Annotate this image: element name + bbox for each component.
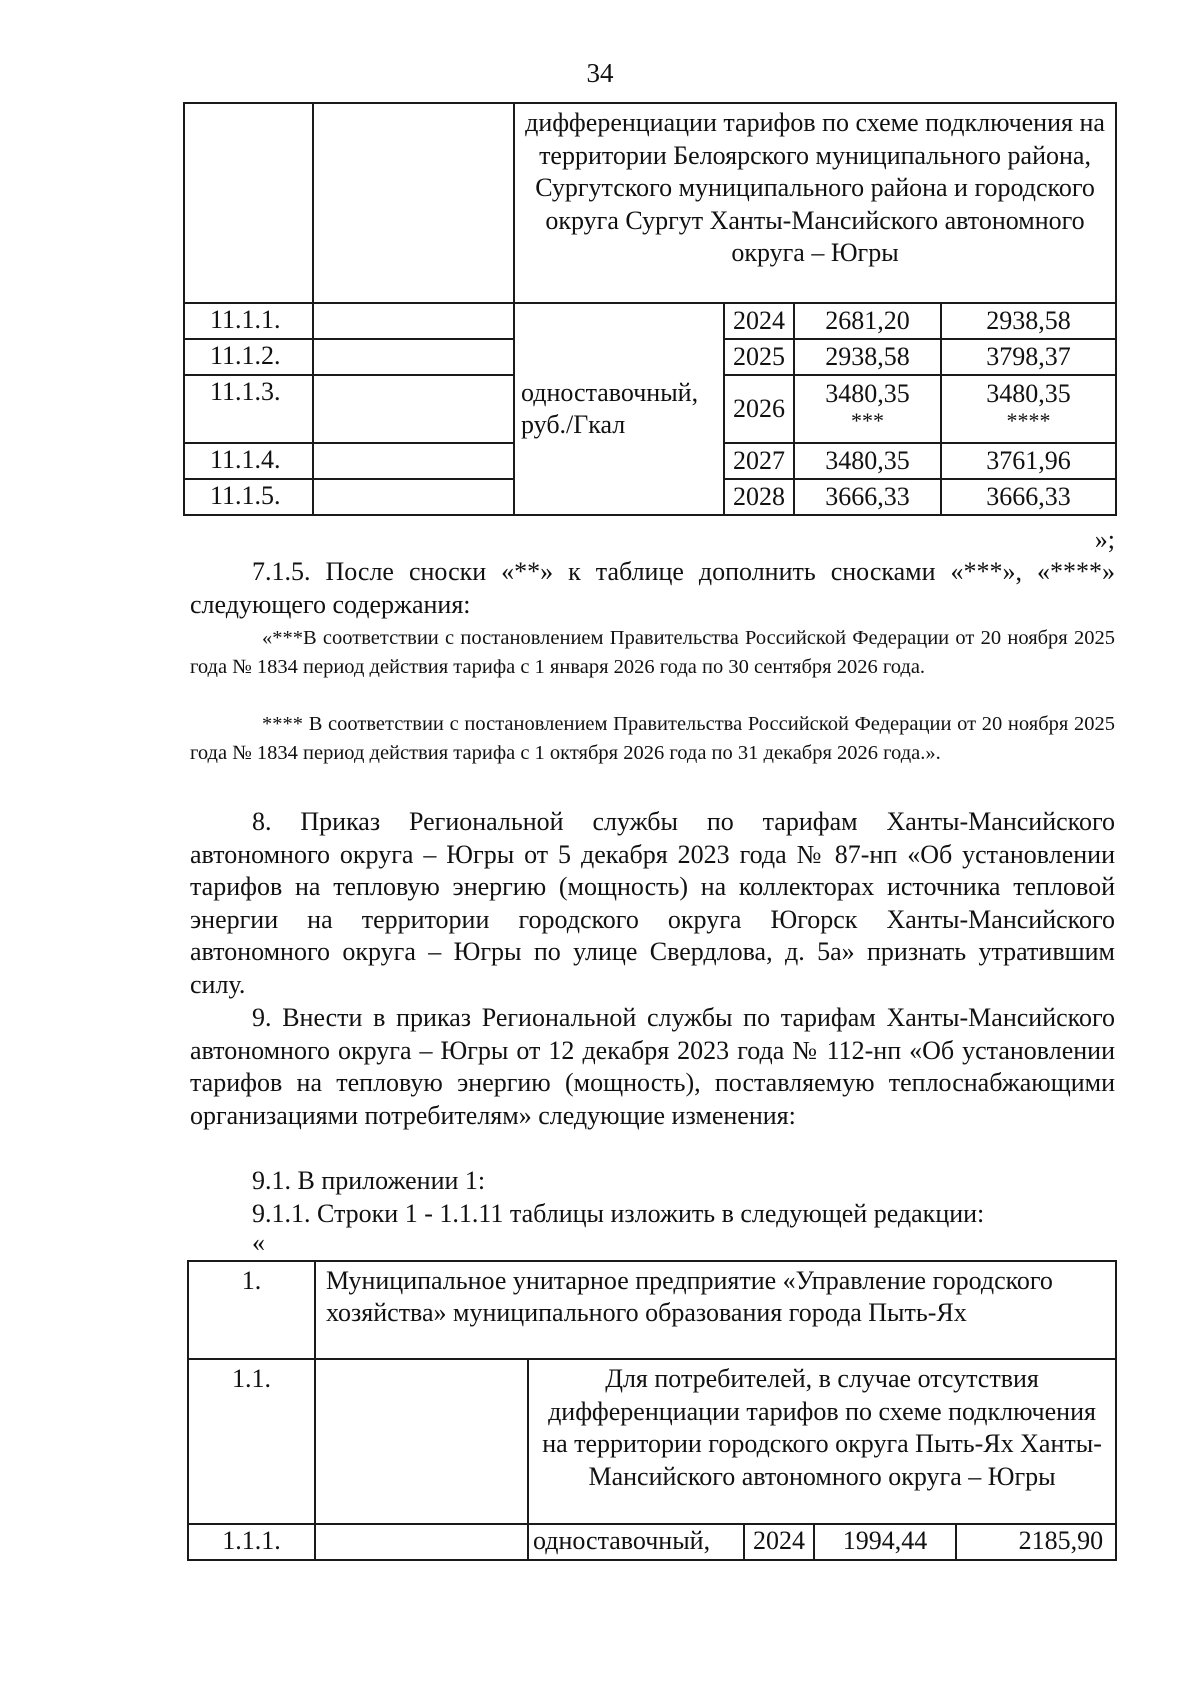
row-number: 11.1.1. bbox=[184, 303, 313, 339]
year-cell: 2027 bbox=[724, 443, 794, 479]
value-2-cell bbox=[941, 375, 1116, 443]
footnote-3 bbox=[190, 624, 1115, 682]
year-cell: 2025 bbox=[724, 339, 794, 375]
value-1-cell: 2681,20 bbox=[794, 303, 941, 339]
tariff-table-new bbox=[187, 1260, 1117, 1561]
footnote-4 bbox=[190, 710, 1115, 768]
consumer-description: Для потребителей, в случае отсутствия дифференциации тарифов по схеме подключения на территории городского округа Пыть-Ях Ханты-Мансийского автономного округа – Югры bbox=[528, 1359, 1116, 1524]
year-cell: 2024 bbox=[724, 303, 794, 339]
footnote-4-text: **** В соответствии с постановлением Правительства Российской Федерации от 20 ноября 2025 года № 1834 период действия тарифа с 1 октября 2026 года по 31 декабря 2026 года.». bbox=[190, 713, 1115, 764]
value: 3480,35 bbox=[825, 379, 910, 408]
empty-cell bbox=[313, 303, 514, 339]
row-number: 1. bbox=[188, 1261, 315, 1359]
paragraph-8: 8. Приказ Региональной службы по тарифам Ханты-Мансийского автономного округа – Югры от 5 декабря 2023 года № 87-нп «Об установлении тарифов на тепловую энергию (мощность) на коллекторах источника тепловой энергии на территории городского округа Югорск Ханты-Мансийского автономного округа – Югры по улице Свердлова, д. 5а» признать утратившим силу. bbox=[190, 807, 1115, 999]
empty-cell bbox=[313, 103, 514, 303]
row-number: 11.1.5. bbox=[184, 479, 313, 515]
paragraph-7-1-5: 7.1.5. После сноски «**» к таблице дополнить сносками «***», «****» следующего содержания: bbox=[190, 557, 1115, 619]
value-2-cell: 2185,90 bbox=[956, 1524, 1116, 1560]
value-1-cell: 3666,33 bbox=[794, 479, 941, 515]
row-number: 1.1. bbox=[188, 1359, 315, 1524]
table-row bbox=[184, 303, 1116, 339]
row-number: 1.1.1. bbox=[188, 1524, 315, 1560]
row-number: 11.1.3. bbox=[184, 375, 313, 443]
empty-cell bbox=[313, 339, 514, 375]
tariff-type: одноставочный, руб./Гкал bbox=[514, 303, 724, 515]
paragraph-9-1: 9.1. В приложении 1: bbox=[252, 1166, 486, 1195]
value-1-cell: 3480,35 bbox=[794, 443, 941, 479]
empty-cell bbox=[313, 375, 514, 443]
closing-quote: »; bbox=[1094, 525, 1115, 554]
year-cell: 2028 bbox=[724, 479, 794, 515]
value-2-cell: 2938,58 bbox=[941, 303, 1116, 339]
organization-name: Муниципальное унитарное предприятие «Управление городского хозяйства» муниципального образования города Пыть-Ях bbox=[315, 1261, 1116, 1359]
tariff-type: одноставочный, bbox=[528, 1524, 744, 1560]
opening-quote: « bbox=[252, 1228, 265, 1257]
row-number: 11.1.4. bbox=[184, 443, 313, 479]
paragraph-9-1-1: 9.1.1. Строки 1 - 1.1.11 таблицы изложить в следующей редакции: bbox=[252, 1199, 985, 1228]
row-number: 11.1.2. bbox=[184, 339, 313, 375]
year-cell: 2024 bbox=[744, 1524, 814, 1560]
value-2-cell: 3798,37 bbox=[941, 339, 1116, 375]
tariff-table-continued bbox=[183, 102, 1117, 516]
footnote-mark: **** bbox=[1006, 408, 1051, 433]
empty-cell bbox=[313, 479, 514, 515]
empty-cell bbox=[315, 1524, 528, 1560]
value-2-cell: 3666,33 bbox=[941, 479, 1116, 515]
empty-cell bbox=[313, 443, 514, 479]
paragraph-9: 9. Внести в приказ Региональной службы по тарифам Ханты-Мансийского автономного округа – Югры от 12 декабря 2023 года № 112-нп «Об установлении тарифов на тепловую энергию (мощность), поставляемую теплоснабжающими организациями потребителям» следующие изменения: bbox=[190, 1003, 1115, 1130]
table-header-description: дифференциации тарифов по схеме подключения на территории Белоярского муниципального района, Сургутского муниципального района и городского округа Сургут Ханты-Мансийского автономного округа – Югры bbox=[514, 103, 1116, 303]
value-1-cell: 2938,58 bbox=[794, 339, 941, 375]
footnote-3-text: «***В соответствии с постановлением Правительства Российской Федерации от 20 ноября 2025 года № 1834 период действия тарифа с 1 января 2026 года по 30 сентября 2026 года. bbox=[190, 627, 1115, 678]
table-row bbox=[188, 1524, 1116, 1560]
footnote-mark: *** bbox=[851, 408, 884, 433]
empty-cell bbox=[315, 1359, 528, 1524]
value-1-cell: 1994,44 bbox=[814, 1524, 956, 1560]
empty-cell bbox=[184, 103, 313, 303]
year-cell: 2026 bbox=[724, 375, 794, 443]
page-number: 34 bbox=[586, 58, 614, 88]
value-2-cell: 3761,96 bbox=[941, 443, 1116, 479]
value: 3480,35 bbox=[986, 379, 1071, 408]
value-1-cell bbox=[794, 375, 941, 443]
